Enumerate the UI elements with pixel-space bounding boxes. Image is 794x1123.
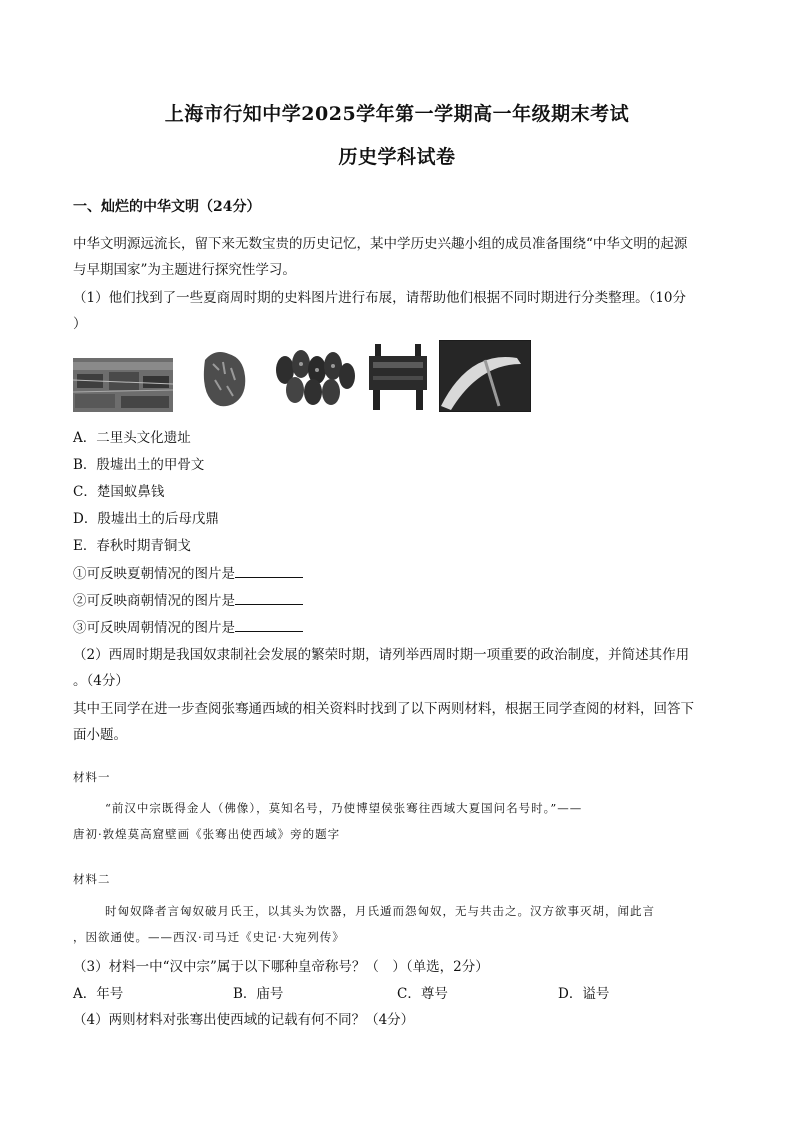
question-1-cont: ） [73,316,87,332]
question-3: （3）材料一中“汉中宗”属于以下哪种皇帝称号？（ ）（单选，2分） [73,959,489,975]
material-1-label: 材料一 [73,770,111,784]
fill-item-xia [73,562,303,582]
intro-text: 中华文明源远流长，留下来无数宝贵的历史记忆，某中学历史兴趣小组的成员准备围绕“中华文明的起源 [73,236,688,252]
fill-item-label: ①可反映夏朝情况的图片是 [73,566,235,582]
fill-item-zhou [73,616,303,636]
q3-choice-c[interactable]: C．尊号 [397,986,448,1002]
option-b: B．殷墟出土的甲骨文 [73,457,205,473]
artifact-images [73,340,531,412]
option-c: C．楚国蚁鼻钱 [73,484,165,500]
erlitou-site-photo [73,340,173,412]
question-2: （2）西周时期是我国奴隶制社会发展的繁荣时期，请列举西周时期一项重要的政治制度，并简述其作用 [73,647,690,663]
yibi-coins-photo [271,340,357,412]
material-1-text: “前汉中宗既得金人（佛像），莫知名号，乃使博望侯张骞往西域大夏国问名号时。”—— [105,801,583,815]
q3-choice-b[interactable]: B．庙号 [233,986,284,1002]
answer-blank[interactable] [235,619,303,632]
q3-choice-d[interactable]: D．谥号 [558,986,610,1002]
option-a: A．二里头文化遗址 [73,430,191,446]
answer-blank[interactable] [235,565,303,578]
intro-text: 与早期国家”为主题进行探究性学习。 [73,262,296,278]
option-e: E．春秋时期青铜戈 [73,538,191,554]
answer-blank[interactable] [235,592,303,605]
material-2-text: 时匈奴降者言匈奴破月氏王，以其头为饮器，月氏遁而怨匈奴，无与共击之。汉方欲事灭胡，闻此言 [105,904,655,918]
option-d: D．殷墟出土的后母戊鼎 [73,511,219,527]
section-heading: 一、灿烂的中华文明（24分） [73,199,261,215]
material-lead-cont: 面小题。 [73,727,127,743]
fill-item-shang [73,589,303,609]
oracle-bone-photo [185,340,267,412]
material-2-source: ，因欲通使。——西汉·司马迁《史记·大宛列传》 [73,930,345,944]
bronze-ge-photo [439,340,531,412]
exam-subtitle: 历史学科试卷 [338,146,456,168]
material-lead: 其中王同学在进一步查阅张骞通西域的相关资料时找到了以下两则材料，根据王同学查阅的材料，回答下 [73,701,694,717]
q3-choice-a[interactable]: A．年号 [73,986,124,1002]
question-1: （1）他们找到了一些夏商周时期的史料图片进行布展，请帮助他们根据不同时期进行分类整理。（10分 [73,290,687,306]
fill-item-label: ②可反映商朝情况的图片是 [73,593,235,609]
fill-item-label: ③可反映周朝情况的图片是 [73,620,235,636]
exam-title: 上海市行知中学2025学年第一学期高一年级期末考试 [164,103,630,125]
material-2-label: 材料二 [73,872,111,886]
question-2-cont: 。（4分） [73,673,129,689]
question-4: （4）两则材料对张骞出使西域的记载有何不同？（4分） [73,1012,415,1028]
material-1-source: 唐初·敦煌莫高窟壁画《张骞出使西域》旁的题字 [73,827,341,841]
houmuwu-ding-photo [363,340,433,412]
